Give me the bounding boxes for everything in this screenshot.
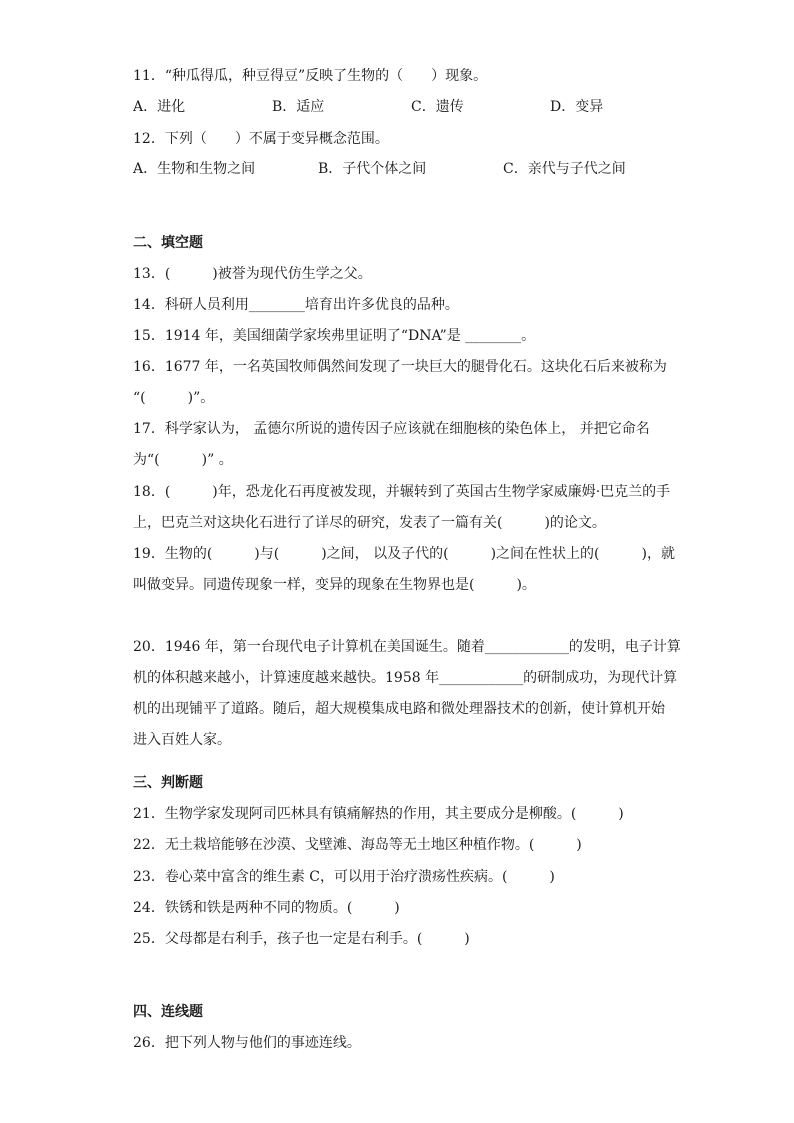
question-line: 14．科研人员利用________培育出许多优良的品种。 <box>133 297 459 313</box>
option-b[interactable]: B．子代个体之间 <box>318 161 427 177</box>
question-line: 叫做变异。同遗传现象一样，变异的现象在生物界也是( )。 <box>133 577 536 593</box>
question-line: 24．铁锈和铁是两种不同的物质。( ) <box>133 900 400 916</box>
section-title-judgment: 三、判断题 <box>133 775 203 791</box>
question-line: 15．1914 年，美国细菌学家埃弗里证明了“DNA”是 ________。 <box>133 328 536 344</box>
option-a[interactable]: A．生物和生物之间 <box>133 161 256 177</box>
question-line: 机的出现铺平了道路。随后，超大规模集成电路和微处理器技术的创新，使计算机开始 <box>133 701 665 717</box>
question-line: 17．科学家认为， 孟德尔所说的遗传因子应该就在细胞核的染色体上， 并把它命名 <box>133 421 650 437</box>
option-c[interactable]: C．遗传 <box>411 99 464 115</box>
question-line: 26．把下列人物与他们的事迹连线。 <box>133 1035 361 1051</box>
question-line: 机的体积越来越小，计算速度越来越快。1958 年____________的研制成功，为现代计算 <box>133 670 678 686</box>
question-line: 19．生物的( )与( )之间， 以及子代的( )之间在性状上的( )，就 <box>133 546 675 562</box>
option-c[interactable]: C．亲代与子代之间 <box>503 161 626 177</box>
question-line: 为“( )” 。 <box>133 452 233 468</box>
question-line: 16．1677 年，一名英国牧师偶然间发现了一块巨大的腿骨化石。这块化石后来被称为 <box>133 359 667 375</box>
question-line: 18．( )年，恐龙化石再度被发现，并辗转到了英国古生物学家威廉姆·巴克兰的手 <box>133 484 671 500</box>
question-12-options <box>133 159 673 179</box>
question-line: 进入百姓人家。 <box>133 732 231 748</box>
option-b[interactable]: B．适应 <box>272 99 325 115</box>
question-line: 22．无土栽培能够在沙漠、戈壁滩、海岛等无土地区种植作物。( ) <box>133 837 582 853</box>
option-d[interactable]: D．变异 <box>550 99 604 115</box>
question-line: 21．生物学家发现阿司匹林具有镇痛解热的作用，其主要成分是柳酸。( ) <box>133 806 624 822</box>
question-line: 13．( )被誉为现代仿生学之父。 <box>133 266 372 282</box>
question-11-stem: 11．“种瓜得瓜，种豆得豆”反映了生物的（ ）现象。 <box>133 68 488 84</box>
question-line: 20．1946 年，第一台现代电子计算机在美国诞生。随着____________的发明，电子计算 <box>133 639 681 655</box>
option-a[interactable]: A．进化 <box>133 99 186 115</box>
question-line: 上，巴克兰对这块化石进行了详尽的研究，发表了一篇有关( )的论文。 <box>133 515 606 531</box>
section-title-matching: 四、连线题 <box>133 1004 203 1020</box>
question-11-options <box>133 97 673 117</box>
question-line: 23．卷心菜中富含的维生素 C，可以用于治疗溃疡性疾病。( ) <box>133 869 555 885</box>
question-line: 25．父母都是右利手，孩子也一定是右利手。( ) <box>133 931 470 947</box>
question-line: “( )”。 <box>133 390 215 406</box>
question-12-stem: 12．下列（ ）不属于变异概念范围。 <box>133 131 389 147</box>
section-title-fill-blank: 二、填空题 <box>133 235 203 251</box>
